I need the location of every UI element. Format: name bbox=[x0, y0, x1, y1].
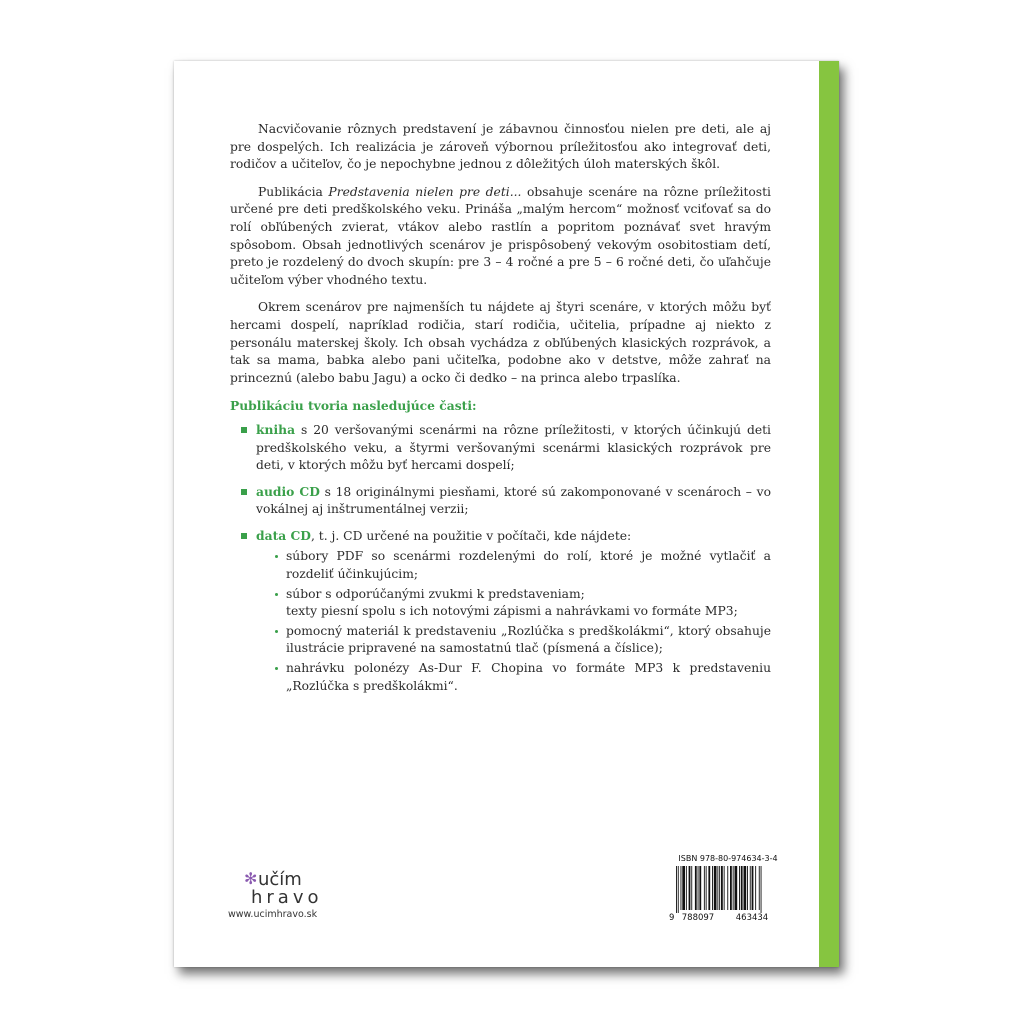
barcode-bar bbox=[717, 866, 718, 910]
isbn-barcode bbox=[668, 866, 788, 922]
list-item bbox=[256, 660, 771, 695]
barcode-bar bbox=[724, 866, 725, 910]
barcode-bar bbox=[744, 866, 747, 910]
barcode-digits-left: 788097 bbox=[681, 913, 715, 922]
paragraph-lead: Publikácia bbox=[258, 184, 329, 199]
dot-bullet-icon bbox=[275, 630, 278, 633]
barcode-bar bbox=[708, 866, 710, 910]
green-spine-stripe bbox=[819, 61, 839, 967]
list-item-text: súbory PDF so scenármi rozdelenými do rolí, ktoré je možné vytlačiť a rozdeliť účinkujúcim; bbox=[286, 549, 771, 582]
list-item-text: nahrávku polonézy As-Dur F. Chopina vo formáte MP3 k predstaveniu „Rozlúčka s predškolákmi“. bbox=[286, 661, 771, 693]
parts-heading: Publikáciu tvoria nasledujúce časti: bbox=[230, 398, 477, 414]
isbn-label: ISBN 978-80-974634-3-4 bbox=[678, 854, 778, 863]
logo-word-ucim: učím bbox=[258, 869, 302, 890]
parts-list bbox=[230, 421, 771, 695]
list-item-text: súbor s odporúčanými zvukmi k predstaveniam; bbox=[286, 586, 585, 601]
barcode-digits-right: 463434 bbox=[735, 913, 769, 922]
part-title: audio CD bbox=[256, 483, 320, 499]
part-item-data-cd bbox=[230, 527, 771, 695]
barcode-bar bbox=[699, 866, 701, 910]
barcode-bar bbox=[733, 866, 734, 910]
list-item bbox=[256, 548, 771, 583]
part-description: s 18 originálnymi piesňami, ktoré sú zakomponované v scenároch – vo vokálnej aj inštrumentálnej verzii; bbox=[256, 484, 771, 517]
barcode-bar bbox=[730, 866, 732, 910]
part-title: data CD bbox=[256, 527, 311, 543]
barcode-bar bbox=[691, 866, 692, 910]
barcode-bar bbox=[686, 866, 687, 910]
logo-word-hravo: hravo bbox=[251, 887, 323, 908]
flower-icon: ✻ bbox=[244, 869, 258, 888]
barcode-bar bbox=[712, 866, 713, 910]
barcode-bar bbox=[755, 866, 756, 910]
square-bullet-icon bbox=[241, 427, 247, 433]
paragraph-rest: obsahuje scenáre na rôzne príležitosti určené pre deti predškolského veku. Prináša „malým hercom“ možnosť vciťovať sa do rolí obľúbených zvierat, vtákov alebo rastlín a popritom poznávať svet hravým spôsobom. Obsah jednotlivých scenárov je prispôsobený vekovým osobitostiam detí, preto je rozdelený do dvoch skupín: pre 3 – 4 ročné a pre 5 – 6 ročné deti, čo uľahčuje učiteľom výber vhodného textu. bbox=[230, 184, 771, 287]
part-item-book bbox=[230, 421, 771, 475]
intro-paragraph: Nacvičovanie rôznych predstavení je zábavnou činnosťou nielen pre deti, ale aj pre dospelých. Ich realizácia je zároveň výbornou príležitosťou ako integrovať deti, rodičov a učiteľov, čo je nepochybne jednou z dôležitých úloh materských škôl. bbox=[230, 122, 771, 172]
barcode-bar bbox=[741, 866, 743, 910]
publication-paragraph bbox=[230, 184, 771, 290]
barcode-bar bbox=[759, 866, 760, 910]
barcode-bar bbox=[719, 866, 720, 910]
part-item-audio-cd bbox=[230, 483, 771, 519]
publisher-logo bbox=[228, 867, 348, 920]
dot-bullet-icon bbox=[275, 667, 278, 670]
barcode-bar bbox=[676, 866, 677, 913]
list-item bbox=[256, 586, 771, 621]
data-cd-contents bbox=[256, 548, 771, 695]
dot-bullet-icon bbox=[275, 555, 278, 558]
barcode-bar bbox=[706, 866, 707, 910]
barcode-bar bbox=[698, 866, 699, 910]
publication-title: Predstavenia nielen pre deti... bbox=[328, 184, 522, 199]
barcode-bar bbox=[689, 866, 691, 910]
part-description: , t. j. CD určené na použitie v počítači, kde nájdete: bbox=[310, 528, 632, 543]
barcode-bar bbox=[739, 866, 740, 910]
barcode-bar bbox=[727, 866, 728, 910]
list-item bbox=[256, 623, 771, 658]
square-bullet-icon bbox=[241, 533, 247, 539]
dot-bullet-icon bbox=[275, 593, 278, 596]
barcode-digit-lead: 9 bbox=[669, 913, 675, 922]
barcode-bar bbox=[750, 866, 751, 910]
part-description: s 20 veršovanými scenármi na rôzne príležitosti, v ktorých účinkujú deti predškolského veku, a štyrmi veršovanými scenármi klasických rozprávok pre deti, v ktorých môžu byť hercami dospelí; bbox=[256, 422, 771, 473]
barcode-bar bbox=[752, 866, 754, 910]
book-back-cover bbox=[174, 61, 839, 967]
barcode-bar bbox=[704, 866, 705, 910]
barcode-bar bbox=[747, 866, 748, 910]
barcode-bar bbox=[714, 866, 717, 910]
barcode-bar bbox=[721, 866, 723, 910]
list-item-text: pomocný materiál k predstaveniu „Rozlúčka s predškolákmi“, ktorý obsahuje ilustrácie pripravené na samostatnú tlač (písmená a číslice); bbox=[286, 623, 771, 656]
barcode-bar bbox=[678, 866, 679, 913]
part-title: kniha bbox=[256, 421, 296, 437]
list-item-text: texty piesní spolu s ich notovými zápismi a nahrávkami vo formáte MP3; bbox=[286, 604, 738, 619]
barcode-bar bbox=[681, 866, 682, 910]
publisher-url: www.ucimhravo.sk bbox=[228, 909, 318, 920]
barcode-bar bbox=[761, 866, 762, 913]
barcode-bar bbox=[695, 866, 697, 910]
adults-paragraph: Okrem scenárov pre najmenších tu nájdete aj štyri scenáre, v ktorých môžu byť hercami dospelí, napríklad rodičia, starí rodičia, učitelia, prípadne aj niekto z personálu materskej školy. Ich obsah vychádza z obľúbených klasických rozprávok, a tak sa mama, babka alebo pani učiteľka, podobne ako v detstve, môže zahrať na princeznú (alebo babu Jagu) a ocko či dedko – na princa alebo trpaslíka. bbox=[230, 300, 771, 385]
square-bullet-icon bbox=[241, 489, 247, 495]
cover-text bbox=[230, 121, 771, 703]
barcode-bar bbox=[735, 866, 738, 910]
barcode-bar bbox=[682, 866, 685, 910]
